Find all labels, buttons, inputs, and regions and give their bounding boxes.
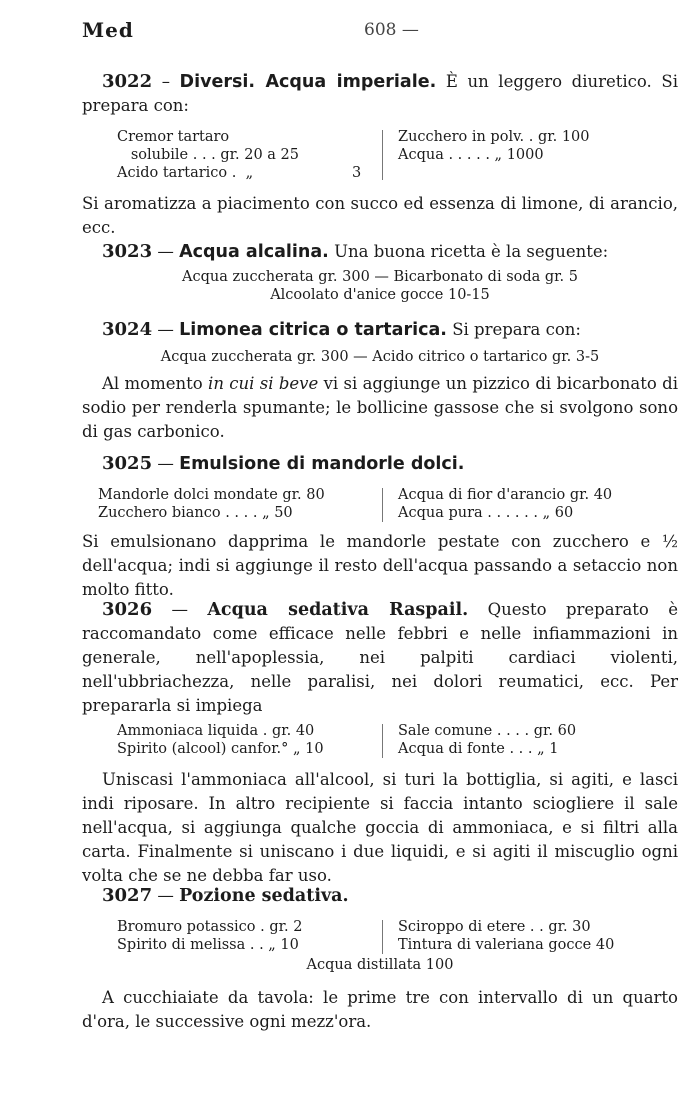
entry-3027-after bbox=[82, 986, 678, 1034]
entry-3025-after bbox=[82, 530, 678, 602]
entry-dash: — bbox=[157, 454, 174, 473]
ingredient: Cremor tartaro bbox=[117, 129, 230, 145]
column-separator bbox=[382, 724, 383, 758]
entry-title: Acqua alcalina. bbox=[179, 242, 329, 262]
entry-number: 3022 bbox=[102, 71, 153, 92]
page-number: 608 — bbox=[364, 20, 419, 40]
ingredient: solubile . . . gr. 20 a 25 bbox=[117, 147, 299, 163]
recipe-right-column bbox=[398, 128, 590, 164]
entry-title: Diversi. Acqua imperiale. bbox=[179, 72, 437, 92]
ingredient: Sciroppo di etere . . gr. 30 bbox=[398, 919, 591, 935]
paragraph: Si aromatizza a piacimento con succo ed essenza di limone, di arancio, ecc. bbox=[82, 194, 678, 237]
recipe-left-column bbox=[98, 486, 325, 522]
entry-intro: Si prepara con: bbox=[452, 320, 581, 339]
entry-dash: — bbox=[157, 320, 174, 339]
entry-intro: Una buona ricetta è la seguente: bbox=[334, 242, 609, 261]
entry-dash: — bbox=[157, 242, 174, 261]
entry-dash: — bbox=[157, 886, 174, 905]
entry-3026-after bbox=[82, 768, 678, 888]
entry-3026 bbox=[82, 598, 678, 718]
entry-3022-heading bbox=[82, 70, 678, 118]
paragraph: Al momento in cui si beve vi si aggiunge un pizzico di bicarbonato di sodio per renderla spumante; le bollicine gassose che si svolgono sono di gas carbonico. bbox=[82, 374, 678, 441]
paragraph: A cucchiaiate da tavola: le prime tre con intervallo di un quarto d'ora, le successive ogni mezz'ora. bbox=[82, 988, 678, 1031]
entry-number: 3027 bbox=[102, 885, 153, 906]
entry-3022 bbox=[82, 70, 678, 118]
ingredient: Acqua . . . . . „ 1000 bbox=[398, 147, 544, 163]
entry-number: 3025 bbox=[102, 453, 153, 474]
entry-3025-heading bbox=[82, 452, 678, 476]
entry-number: 3024 bbox=[102, 319, 153, 340]
recipe-line: Acqua zuccherata gr. 300 — Bicarbonato di soda gr. 5 bbox=[182, 269, 578, 285]
recipe-left-column bbox=[117, 128, 299, 182]
paragraph: Si emulsionano dapprima le mandorle pestate con zucchero e ½ dell'acqua; indi si aggiunge il resto dell'acqua passando a setaccio non molto fitto. bbox=[82, 532, 678, 599]
ingredient: Mandorle dolci mondate gr. 80 bbox=[98, 487, 325, 503]
entry-intro: Questo preparato è raccomandato come efficace nelle febbri e nelle infiammazioni in generale, nell'apoplessia, nei palpiti cardiaci violenti, nell'ubbriachezza, nelle paralisi, nei dolori reumatici, ecc. Per prepararla si impiega bbox=[82, 600, 678, 715]
entry-3027-heading bbox=[82, 884, 678, 908]
recipe-3027 bbox=[82, 918, 678, 976]
entry-3024-heading bbox=[82, 318, 678, 342]
entry-3024 bbox=[82, 318, 678, 444]
entry-number: 3026 bbox=[102, 599, 153, 620]
column-separator bbox=[382, 130, 383, 180]
entry-intro: È un leggero diuretico. Si prepara con: bbox=[82, 72, 678, 115]
recipe-3025 bbox=[82, 486, 678, 524]
running-head: Med bbox=[82, 18, 134, 42]
column-separator bbox=[382, 488, 383, 522]
recipe-left-column bbox=[117, 722, 324, 758]
entry-3023 bbox=[82, 240, 678, 304]
entry-title: Pozione sedativa. bbox=[179, 886, 349, 906]
recipe-3026 bbox=[82, 722, 678, 760]
recipe-right-column bbox=[398, 486, 612, 522]
ingredient: Acqua di fior d'arancio gr. 40 bbox=[398, 487, 613, 503]
ingredient: Sale comune . . . . gr. 60 bbox=[398, 723, 577, 739]
ingredient: Acido tartarico . „ bbox=[117, 165, 254, 181]
recipe-right-column bbox=[398, 722, 576, 758]
ingredient: Bromuro potassico . gr. 2 bbox=[117, 919, 303, 935]
entry-3027 bbox=[82, 884, 678, 908]
entry-title: Acqua sedativa Raspail. bbox=[207, 600, 469, 620]
recipe-3022 bbox=[82, 128, 678, 184]
recipe-right-column bbox=[398, 918, 614, 954]
paragraph: Uniscasi l'ammoniaca all'alcool, si turi la bottiglia, si agiti, e lasci indi riposare. In altro recipiente si faccia intanto sciogliere il sale nell'acqua, si aggiunga qualche goccia di ammoniaca, e si filtri alla carta. Finalmente si uniscano i due liquidi, e si agiti il miscuglio ogni volta che se ne debba far uso. bbox=[82, 770, 678, 885]
page-header bbox=[82, 18, 678, 48]
entry-3022-after bbox=[82, 192, 678, 240]
column-separator bbox=[382, 920, 383, 954]
recipe-line: Acqua distillata 100 bbox=[306, 957, 454, 973]
ingredient: Zucchero in polv. . gr. 100 bbox=[398, 129, 590, 145]
entry-dash: – bbox=[161, 72, 170, 91]
entry-3025 bbox=[82, 452, 678, 476]
recipe-line: Acqua zuccherata gr. 300 — Acido citrico o tartarico gr. 3-5 bbox=[160, 349, 600, 365]
ingredient-qty: 3 bbox=[352, 165, 362, 181]
recipe-line: Alcoolato d'anice gocce 10-15 bbox=[270, 287, 490, 303]
ingredient: Acqua pura . . . . . . „ 60 bbox=[398, 505, 574, 521]
ingredient: Tintura di valeriana gocce 40 bbox=[398, 937, 615, 953]
entry-3026-heading bbox=[82, 598, 678, 718]
ingredient: Spirito di melissa . . „ 10 bbox=[117, 937, 299, 953]
entry-3023-heading bbox=[82, 240, 678, 264]
ingredient: Spirito (alcool) canfor.° „ 10 bbox=[117, 741, 324, 757]
entry-title: Limonea citrica o tartarica. bbox=[179, 320, 447, 340]
entry-title: Emulsione di mandorle dolci. bbox=[179, 454, 465, 474]
entry-number: 3023 bbox=[102, 241, 153, 262]
ingredient: Ammoniaca liquida . gr. 40 bbox=[117, 723, 315, 739]
entry-dash: — bbox=[171, 600, 188, 619]
ingredient: Zucchero bianco . . . . „ 50 bbox=[98, 505, 293, 521]
recipe-left-column bbox=[117, 918, 302, 954]
ingredient: Acqua di fonte . . . „ 1 bbox=[398, 741, 559, 757]
